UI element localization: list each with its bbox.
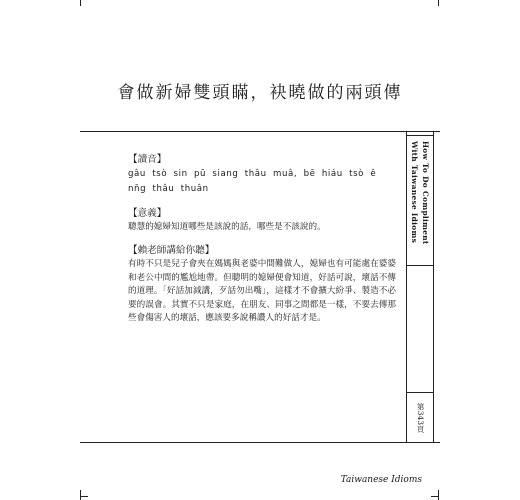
top-rule [80,131,440,132]
page-number: 第343頁 [416,403,425,433]
reading-text: gâu tsò sin pū siang thâu muâ, bē hiáu tsò ê nn̄g thâu thuân [128,169,377,194]
reading-heading: 【讀音】 [128,154,167,165]
crop-mark-top-right [438,0,439,6]
page-title: 會做新婦雙頭瞞，袂曉做的兩頭傳 [117,83,403,103]
crop-mark-bottom-right-v [438,490,439,500]
crop-mark-top-left [80,0,81,6]
side-tab-divider [407,135,433,136]
side-tab [406,131,434,442]
crop-mark-bottom-right-h [431,496,439,497]
side-tab-divider [407,392,433,393]
teacher-text: 有時不只是兒子會夾在媽媽與老婆中間難做人，媳婦也有可能處在婆婆和老公中間的尷尬地帶。但聰明的媳婦便會知道，好話可說，壞話不傳的道理。「好話加減講，歹話勿出嘴」，這樣才不會擴大紛爭、製造不必要的誤會。其實不只是家庭，在朋友、同事之間都是一樣，不要去傳那些會傷害人的壞話，應該要多說稱讚人的好話才是。 [128,259,396,324]
side-tab-divider [407,265,433,266]
footer-title: Taiwanese Idioms [340,475,422,485]
crop-mark-bottom-left-h [80,496,88,497]
bottom-rule [80,442,440,443]
side-tab-title: How To Do Compliment With Taiwanese Idioms [410,141,430,245]
crop-mark-bottom-left-v [80,490,81,500]
main-content [128,153,396,325]
teacher-heading: 【賴老師講給你聽】 [128,245,215,257]
meaning-text: 聰慧的媳婦知道哪些是該說的話，哪些是不該說的。 [128,222,326,232]
meaning-heading: 【意義】 [128,208,167,219]
